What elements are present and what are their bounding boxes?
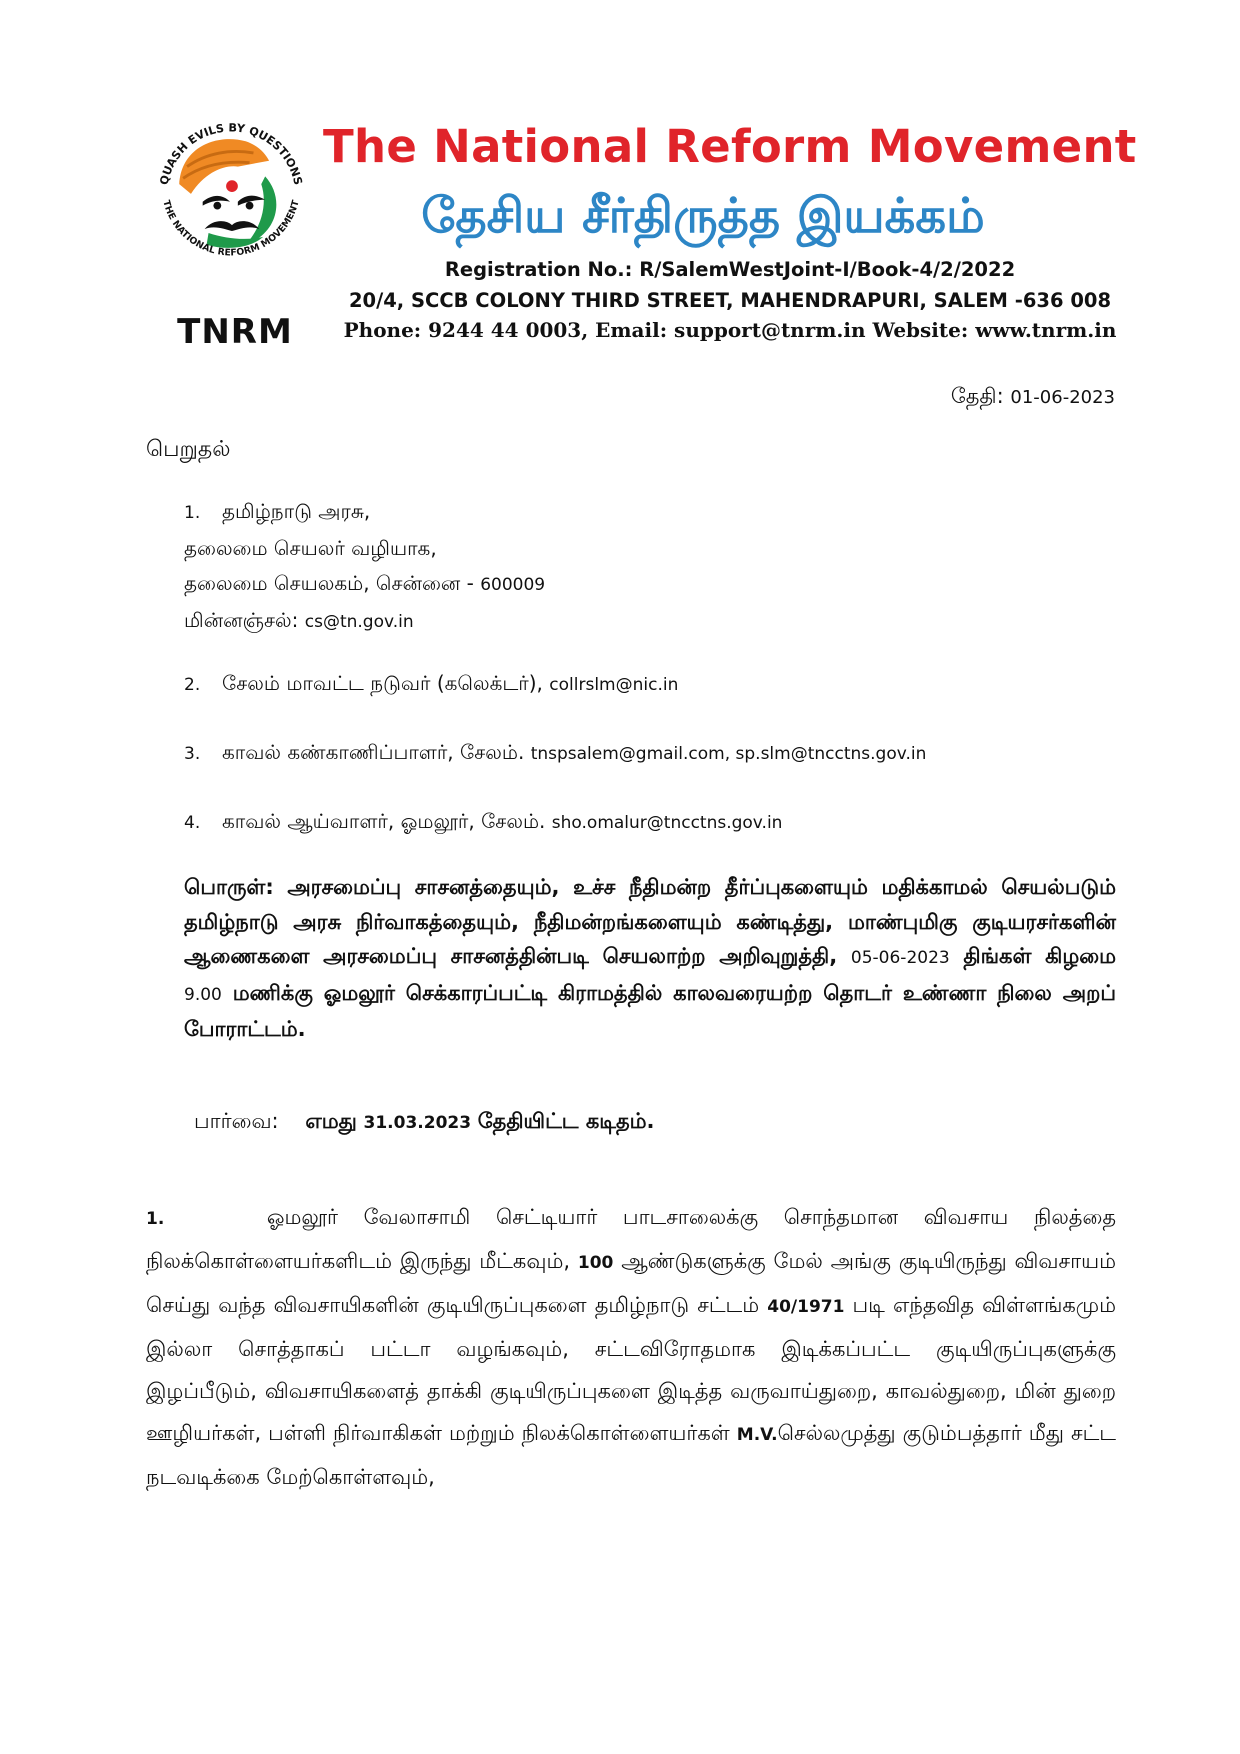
recipient-pincode: 600009 — [480, 575, 546, 595]
reference-label: பார்வை: — [194, 1109, 279, 1133]
subject-block — [184, 870, 1116, 1047]
date-label: தேதி: — [950, 384, 1004, 408]
recipient-3 — [184, 735, 926, 772]
recipient-text: காவல் ஆய்வாளர், ஓமலூர், சேலம். — [222, 809, 546, 833]
reference-line — [194, 1109, 655, 1136]
org-name-english: The National Reform Movement — [323, 120, 1137, 173]
org-address: 20/4, SCCB COLONY THIRD STREET, MAHENDRAPURI, SALEM -636 008 — [348, 289, 1112, 312]
paragraph-num2: 40/1971 — [767, 1297, 845, 1317]
registration-number: Registration No.: R/SalemWestJoint-I/Book-4/2/2022 — [444, 258, 1016, 281]
logo-ring-bottom: THE NATIONAL REFORM MOVEMENT — [160, 199, 302, 259]
reference-date: 31.03.2023 — [363, 1113, 472, 1133]
letter-date — [951, 384, 1115, 411]
reference-text1: எமது — [305, 1109, 357, 1133]
logo-badge-icon — [148, 108, 314, 274]
recipient-text: காவல் கண்காணிப்பாளர், சேலம். — [222, 740, 525, 764]
recipient-number: 4. — [184, 813, 201, 833]
recipient-2 — [184, 666, 678, 703]
org-name-tamil: தேசிய சீர்திருத்த இயக்கம் — [421, 188, 985, 244]
recipient-number: 3. — [184, 744, 201, 764]
paragraph-num1: 100 — [577, 1253, 614, 1273]
recipient-1 — [184, 494, 545, 640]
paragraph-num3: M.V. — [736, 1425, 778, 1445]
recipient-email[interactable]: tnspsalem@gmail.com, sp.slm@tncctns.gov.in — [530, 744, 927, 764]
tnrm-logo — [140, 100, 330, 360]
paragraph-seg1: ஓமலூர் வேலாசாமி செட்டியார் பாடசாலைக்கு சொந்தமான விவசாய நிலத்தை நிலக்கொள்ளையர்களிடம் இருந்து மீட்கவும், — [146, 1205, 1116, 1273]
salutation: பெறுதல் — [146, 437, 231, 462]
recipient-4 — [184, 804, 782, 841]
org-contact: Phone: 9244 44 0003, Email: support@tnrm.in Website: www.tnrm.in — [343, 318, 1117, 342]
recipient-email[interactable]: sho.omalur@tncctns.gov.in — [551, 813, 783, 833]
recipient-text: சேலம் மாவட்ட நடுவர் (கலெக்டர்), — [222, 671, 543, 695]
paragraph-number: 1. — [146, 1209, 165, 1229]
subject-part2: திங்கள் கிழமை — [963, 944, 1116, 968]
subject-time: 9.00 — [184, 984, 222, 1005]
recipient-number: 1. — [184, 503, 201, 523]
subject-part1: பொருள்: அரசமைப்பு சாசனத்தையும், உச்ச நீதிமன்ற தீர்ப்புகளையும் மதிக்காமல் செயல்படும் தமிழ்நாடு அரசு நிர்வாகத்தையும், நீதிமன்றங்களையும் கண்டித்து, மாண்புமிகு குடியரசர்களின் ஆணைகளை அரசமைப்பு சாசனத்தின்படி செயலாற்ற அறிவுறுத்தி, — [184, 875, 1116, 968]
recipient-email[interactable]: cs@tn.gov.in — [304, 612, 414, 632]
recipient-line: தலைமை செயலர் வழியாக, — [184, 536, 437, 560]
paragraph-seg3: படி எந்தவித விள்ளங்கமும் இல்லா சொத்தாகப் பட்டா வழங்கவும், சட்டவிரோதமாக இடிக்கப்பட்ட குடியிருப்புகளுக்கு இழப்பீடும், விவசாயிகளைத் தாக்கி குடியிருப்புகளை இடித்த வருவாய்துறை, காவல்துறை, மின் துறை ஊழியர்கள், பள்ளி நிர்வாகிகள் மற்றும் நிலக்கொள்ளையர்கள் — [146, 1293, 1116, 1445]
logo-wordmark: TNRM — [177, 312, 293, 352]
reference-text2: தேதியிட்ட கடிதம். — [477, 1109, 655, 1133]
paragraph-seg2: ஆண்டுகளுக்கு மேல் அங்கு குடியிருந்து விவசாயம் செய்து வந்த விவசாயிகளின் குடியிருப்புகளை தமிழ்நாடு சட்டம் — [146, 1249, 1116, 1317]
date-value: 01-06-2023 — [1010, 387, 1115, 408]
logo-ring-top: QUASH EVILS BY QUESTIONS — [157, 121, 305, 187]
recipient-line: தமிழ்நாடு அரசு, — [222, 499, 371, 523]
recipient-line: தலைமை செயலகம், சென்னை - — [184, 571, 481, 595]
email-label: மின்னஞ்சல்: — [184, 608, 299, 632]
subject-part3: மணிக்கு ஓமலூர் செக்காரப்பட்டி கிராமத்தில் காலவரையற்ற தொடர் உண்ணா நிலை அறப் போராட்டம். — [184, 980, 1116, 1041]
recipient-email[interactable]: collrslm@nic.in — [549, 675, 679, 695]
paragraph-1 — [146, 1196, 1116, 1498]
subject-date: 05-06-2023 — [850, 948, 950, 968]
recipient-number: 2. — [184, 675, 201, 695]
paragraph-seg4: செல்லமுத்து குடும்பத்தார் மீது சட்ட நடவடிக்கை மேற்கொள்ளவும், — [146, 1421, 1116, 1489]
